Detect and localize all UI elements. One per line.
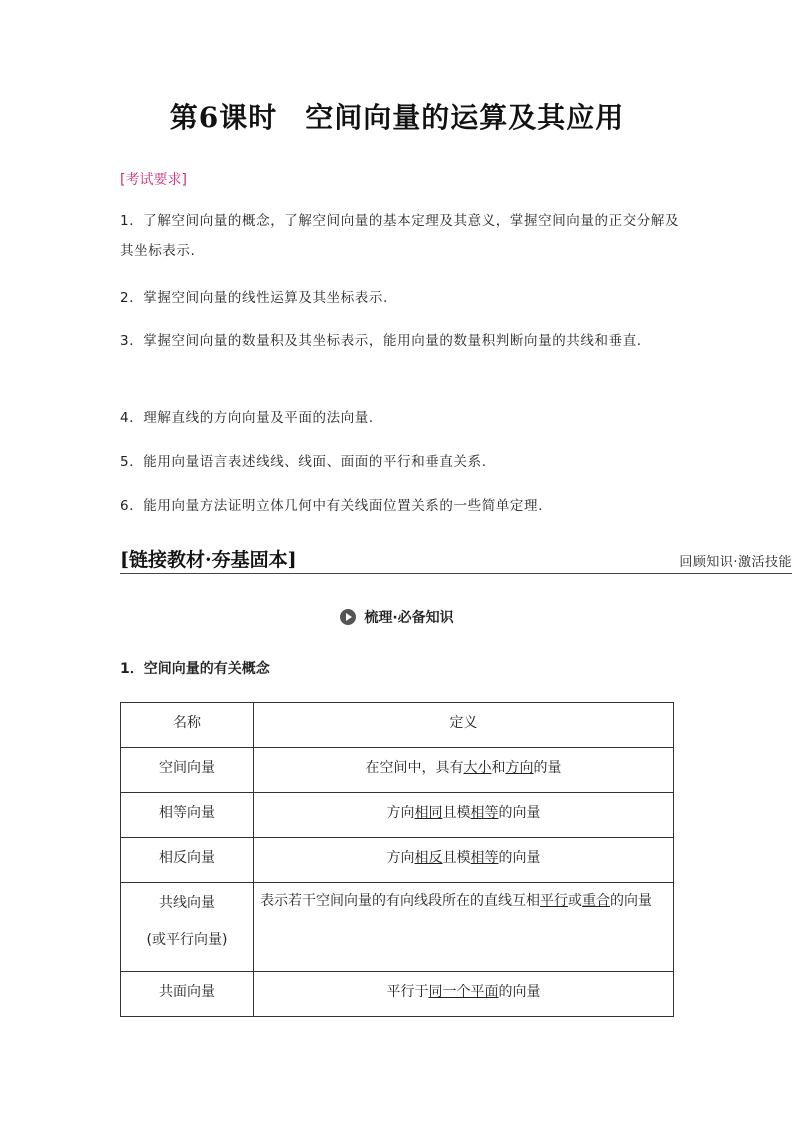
table-row (121, 883, 674, 972)
point-heading: 1．空间向量的有关概念 (120, 661, 270, 677)
lesson-number: 第6课时 (169, 101, 278, 134)
term-cell: 相等向量 (121, 793, 254, 838)
definition-cell: 方向相反且模相等的向量 (254, 838, 674, 883)
concepts-table (120, 702, 674, 1017)
table-row (121, 748, 674, 793)
play-icon (340, 609, 356, 625)
term-cell: 共线向量 (或平行向量) (121, 883, 254, 972)
requirement-item: 4．理解直线的方向向量及平面的法向量. (120, 410, 374, 426)
term-cell: 相反向量 (121, 838, 254, 883)
section-subtitle: 回顾知识·激活技能 (679, 555, 792, 570)
term-cell: 共面向量 (121, 972, 254, 1017)
page-title (0, 96, 794, 136)
definition-cell: 在空间中，具有大小和方向的量 (254, 748, 674, 793)
table-row (121, 838, 674, 883)
table-row (121, 972, 674, 1017)
requirements-label: [考试要求] (120, 172, 187, 188)
table-header-row (121, 703, 674, 748)
requirement-item: 1．了解空间向量的概念，了解空间向量的基本定理及其意义，掌握空间向量的正交分解及其坐标表示. (120, 213, 680, 259)
definition-cell: 平行于同一个平面的向量 (254, 972, 674, 1017)
header-definition: 定义 (254, 703, 674, 748)
definition-cell: 方向相同且模相等的向量 (254, 793, 674, 838)
subsection-label: 梳理·必备知识 (364, 610, 454, 626)
requirement-item: 6．能用向量方法证明立体几何中有关线面位置关系的一些简单定理. (120, 498, 543, 514)
requirement-item: 5．能用向量语言表述线线、线面、面面的平行和垂直关系. (120, 454, 487, 470)
requirement-item: 3．掌握空间向量的数量积及其坐标表示，能用向量的数量积判断向量的共线和垂直. (120, 333, 642, 349)
section-header (120, 545, 792, 574)
subsection-heading (0, 607, 794, 627)
definition-cell: 表示若干空间向量的有向线段所在的直线互相平行或重合的向量 (254, 883, 674, 972)
requirement-item: 2．掌握空间向量的线性运算及其坐标表示. (120, 290, 388, 306)
table-row (121, 793, 674, 838)
term-cell: 空间向量 (121, 748, 254, 793)
header-name: 名称 (121, 703, 254, 748)
lesson-title: 空间向量的运算及其应用 (305, 101, 625, 134)
section-title: [链接教材·夯基固本] (120, 549, 297, 571)
